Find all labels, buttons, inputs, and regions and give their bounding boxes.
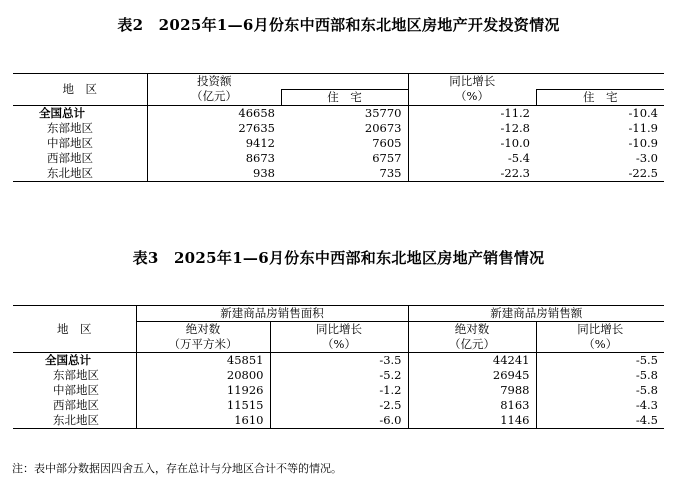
region-header: 地 区: [13, 74, 147, 106]
table-row: 西部地区 8673 6757 -5.4 -3.0: [13, 151, 664, 166]
table-row: 东部地区 20800 -5.2 26945 -5.8: [13, 368, 664, 383]
area-abs-header: 绝对数: [136, 322, 270, 338]
sales-yoy-unit: （%）: [536, 337, 664, 353]
area-group-header: 新建商品房销售面积: [136, 306, 408, 322]
table3-title: 表3 2025年1—6月份东中西部和东北地区房地产销售情况: [132, 249, 545, 267]
investment-header: 投资额: [147, 74, 281, 90]
table2-title: 表2 2025年1—6月份东中西部和东北地区房地产开发投资情况: [117, 16, 560, 34]
area-yoy-header: 同比增长: [270, 322, 408, 338]
table-row: 全国总计 45851 -3.5 44241 -5.5: [13, 353, 664, 369]
sales-table: [13, 305, 664, 429]
table-row: 中部地区 11926 -1.2 7988 -5.8: [13, 383, 664, 398]
area-unit: （万平方米）: [136, 337, 270, 353]
investment-unit: （亿元）: [147, 89, 281, 105]
sales-yoy-header: 同比增长: [577, 322, 624, 336]
table-row: 东北地区 1610 -6.0 1146 -4.5: [13, 413, 664, 429]
yoy-header: 同比增长: [408, 74, 536, 90]
table-row: 东部地区 27635 20673 -12.8 -11.9: [13, 121, 664, 136]
investment-table: [13, 73, 664, 182]
table-row: 东北地区 938 735 -22.3 -22.5: [13, 166, 664, 182]
table-row: 西部地区 11515 -2.5 8163 -4.3: [13, 398, 664, 413]
sales-unit: （亿元）: [408, 337, 536, 353]
table-row: 中部地区 9412 7605 -10.0 -10.9: [13, 136, 664, 151]
footnote: 注：表中部分数据因四舍五入，存在总计与分地区合计不等的情况。: [12, 462, 342, 475]
region-header: 地 区: [13, 306, 136, 353]
residential-header: 住 宅: [281, 89, 408, 105]
sales-abs-header: 绝对数: [408, 322, 536, 338]
sales-group-header: 新建商品房销售额: [408, 306, 664, 322]
yoy-unit: （%）: [408, 89, 536, 105]
table-row: 全国总计 46658 35770 -11.2 -10.4: [13, 105, 664, 121]
area-yoy-unit: （%）: [270, 337, 408, 353]
yoy-residential-header: 住 宅: [536, 89, 664, 105]
